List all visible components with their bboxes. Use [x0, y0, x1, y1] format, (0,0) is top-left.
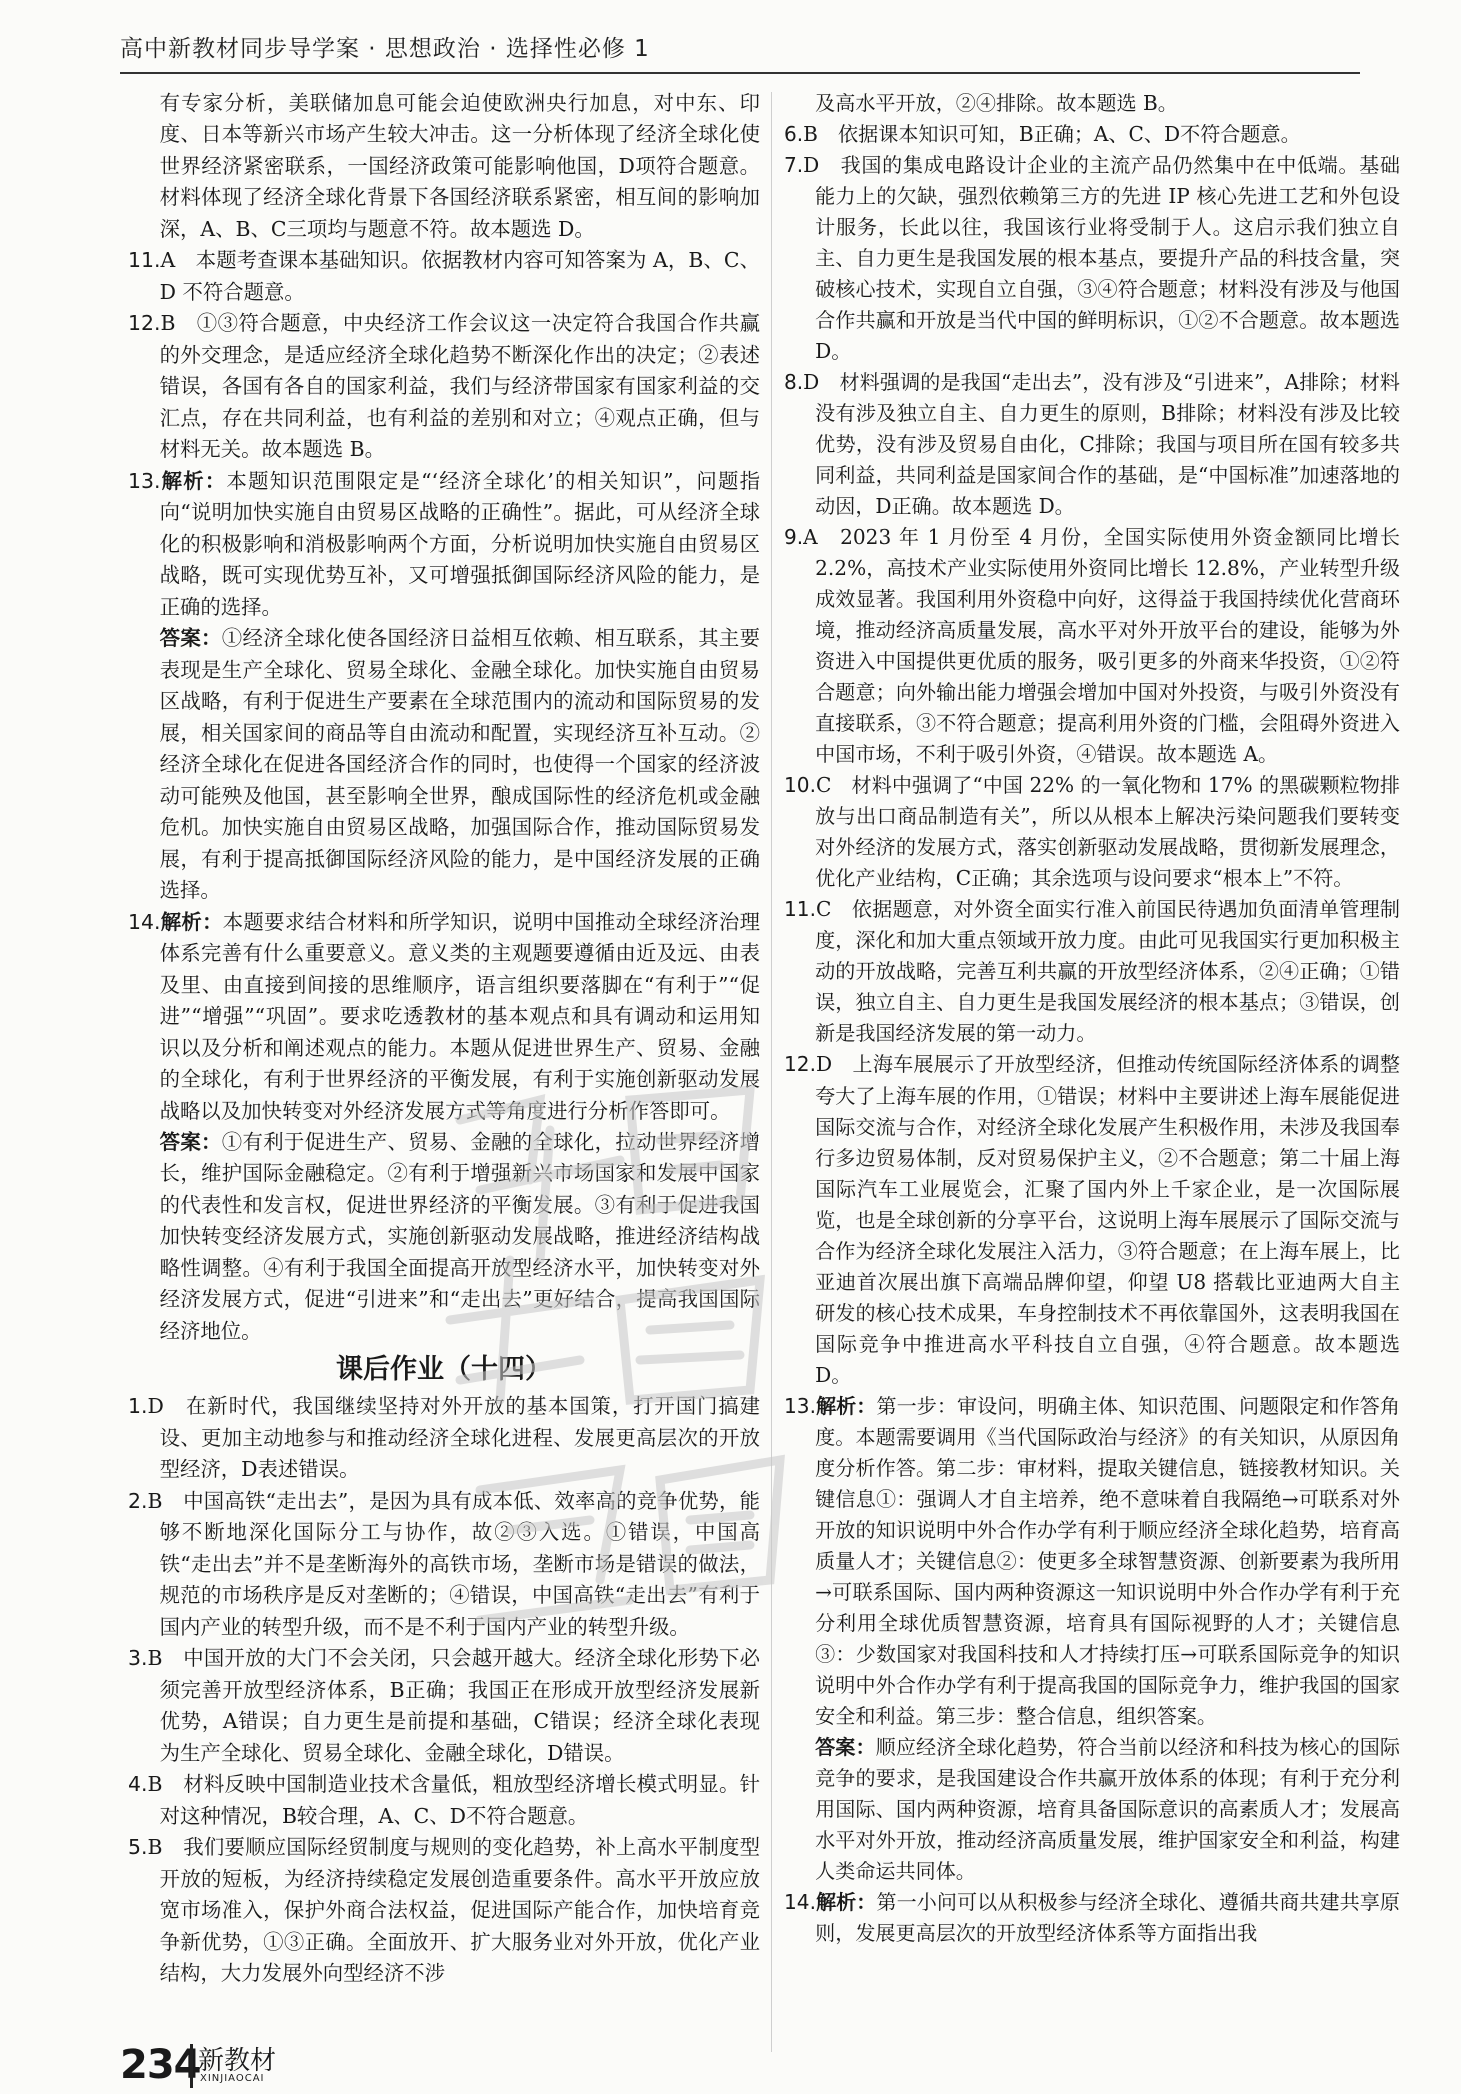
item-number: 13.	[128, 468, 161, 493]
item-number: 14.	[128, 909, 161, 934]
brand-pinyin: XINJIAOCAI	[200, 2073, 265, 2084]
section-title: 课后作业（十四）	[336, 1354, 552, 1386]
item-label: 解析：	[160, 909, 223, 934]
item-text: 本题要求结合材料和所学知识，说明中国推动全球经济治理体系完善有什么重要意义。意义类的主观题要遵循由近及远、由表及里、由直接到间接的思维顺序，语言组织要落脚在“有利于”“促进”“增强”“巩固”。要求吃透教材的基本观点和具有调动和运用知识以及分析和阐述观点的能力。本题从促进世界生产、贸易、金融的全球化，有利于世界经济的平衡发展，有利于实施创新驱动发展战略以及加快转变对外经济发展方式等角度进行分析作答即可。	[159, 909, 761, 1123]
column-divider	[771, 92, 772, 2052]
item-text: 及高水平开放，②④排除。故本题选 B。	[815, 91, 1178, 115]
answer-item	[784, 1391, 1400, 1732]
item-number: 6.	[784, 122, 804, 147]
answer-item	[784, 894, 1400, 1049]
item-text: D 我国的集成电路设计企业的主流产品仍然集中在中低端。基础能力上的欠缺，强烈依赖第三方的先进 IP 核心先进工艺和外包设计服务，长此以往，我国该行业将受制于人。这启示我们独立自主、自力更生是我国发展的根本基点，要提升产品的科技含量，突破核心技术，实现自立自强，③④符合题意；材料没有涉及与他国合作共赢和开放是当代中国的鲜明标识，①②不合题意。故本题选 D。	[803, 153, 1400, 364]
answer-paragraph	[784, 88, 1400, 119]
answer-item	[784, 1887, 1400, 1949]
answer-item	[784, 119, 1400, 150]
answer-item	[128, 1832, 760, 1989]
answer-item	[128, 466, 760, 623]
brand-name: 新教材	[198, 2046, 277, 2076]
footer-separator	[190, 2044, 193, 2088]
item-number: 10.	[784, 773, 816, 798]
item-text: C 材料中强调了“中国 22% 的一氧化物和 17% 的黑碳颗粒物排放与出口商品制造有关”，所以从根本上解决污染问题我们要转变对外经济的发展方式，落实创新驱动发展战略，贯彻新发展理念，优化产业结构，C正确；其余选项与设问要求“根本上”不符。	[815, 773, 1400, 891]
right-column	[784, 88, 1400, 1949]
item-text: ①经济全球化使各国经济日益相互依赖、相互联系，其主要表现是生产全球化、贸易全球化、金融全球化。加快实施自由贸易区战略，有利于促进生产要素在全球范围内的流动和国际贸易的发展，相关国家间的商品等自由流动和配置，实现经济互补互动。②经济全球化在促进各国经济合作的同时，也使得一个国家的经济波动可能殃及他国，甚至影响全世界，酿成国际性的经济危机或金融危机。加快实施自由贸易区战略，加强国际合作，推动国际贸易发展，有利于提高抵御国际经济风险的能力，是中国经济发展的正确选择。	[159, 626, 761, 903]
item-text: B 依据课本知识可知，B正确；A、C、D不符合题意。	[803, 122, 1301, 147]
answer-paragraph	[128, 623, 760, 906]
item-text: 本题知识范围限定是“‘经济全球化’的相关知识”，问题指向“说明加快实施自由贸易区战略的正确性”。据此，可从经济全球化的积极影响和消极影响两个方面，分析说明加快实施自由贸易区战略，既可实现优势互补，又可增强抵御国际经济风险的能力，是正确的选择。	[159, 468, 761, 619]
item-number: 12.	[128, 311, 161, 336]
answer-item	[784, 367, 1400, 522]
item-number: 14.	[784, 1889, 816, 1914]
item-text: B ①③符合题意，中央经济工作会议这一决定符合我国合作共赢的外交理念，是适应经济全球化趋势不断深化作出的决定；②表述错误，各国有各自的国家利益，我们与经济带国家有国家利益的交汇点，存在共同利益，也有利益的差别和对立；④观点正确，但与材料无关。故本题选 B。	[159, 311, 760, 462]
answer-item	[784, 1049, 1400, 1390]
item-text: C 依据题意，对外资全面实行准入前国民待遇加负面清单管理制度，深化和加大重点领域开放力度。由此可见我国实行更加积极主动的开放战略，完善互利共赢的开放型经济体系，②④正确；①错误，独立自主、自力更生是我国发展经济的根本基点；③错误，创新是我国经济发展的第一动力。	[815, 897, 1400, 1046]
answer-item	[128, 308, 760, 465]
item-label: 解析：	[815, 1889, 877, 1914]
item-number: 12.	[784, 1052, 816, 1077]
item-number: 2.	[128, 1488, 148, 1513]
item-label: 答案：	[159, 626, 222, 651]
answer-item	[784, 150, 1400, 367]
item-text: B 中国高铁“走出去”，是因为具有成本低、效率高的竞争优势，能够不断地深化国际分工与协作，故②③入选。①错误，中国高铁“走出去”并不是垄断海外的高铁市场，垄断市场是错误的做法，规范的市场秩序是反对垄断的；④错误，中国高铁“走出去”有利于国内产业的转型升级，而不是不利于国内产业的转型升级。	[147, 1488, 760, 1639]
left-column	[128, 88, 760, 1990]
answer-item	[784, 770, 1400, 894]
item-number: 4.	[128, 1772, 148, 1797]
item-number: 11.	[784, 897, 816, 922]
answer-item	[784, 522, 1400, 770]
item-text: ①有利于促进生产、贸易、金融的全球化，拉动世界经济增长，维护国际金融稳定。②有利于增强新兴市场国家和发展中国家的代表性和发言权，促进世界经济的平衡发展。③有利于促进我国加快转变经济发展方式，实施创新驱动发展战略，推进经济结构战略性调整。④有利于我国全面提高开放型经济水平，加快转变对外经济发展方式，促进“引进来”和“走出去”更好结合，提高我国国际经济地位。	[159, 1129, 761, 1343]
item-text: D 在新时代，我国继续坚持对外开放的基本国策，打开国门搞建设、更加主动地参与和推动经济全球化进程、发展更高层次的开放型经济，D表述错误。	[147, 1394, 760, 1482]
answer-paragraph	[128, 1127, 760, 1347]
item-number: 5.	[128, 1835, 148, 1860]
item-number: 1.	[128, 1394, 148, 1419]
item-number: 11.	[128, 248, 161, 273]
answer-item	[128, 1391, 760, 1485]
item-text: A 2023 年 1 月份至 4 月份，全国实际使用外资金额同比增长 2.2%，高技术产业实际使用外资同比增长 12.8%，产业转型升级成效显著。我国利用外资稳中向好，这得益于我国持续优化营商环境，推动经济高质量发展，高水平对外开放平台的建设，能够为外资进入中国提供更优质的服务，吸引更多的外商来华投资，①②符合题意；向外输出能力增强会增加中国对外投资，与吸引外资没有直接联系，③不符合题意；提高利用外资的门槛，会阻碍外资进入中国市场，不利于吸引外资，④错误。故本题选 A。	[803, 525, 1400, 767]
item-label: 解析：	[160, 468, 227, 493]
page-number: 234	[120, 2042, 201, 2088]
item-number: 9.	[784, 525, 804, 550]
item-label: 解析：	[815, 1393, 877, 1418]
item-text: A 本题考查课本基础知识。依据教材内容可知答案为 A，B、C、D 不符合题意。	[159, 248, 760, 304]
item-text: D 材料强调的是我国“走出去”，没有涉及“引进来”，A排除；材料没有涉及独立自主、自力更生的原则，B排除；材料没有涉及比较优势，没有涉及贸易自由化，C排除；我国与项目所在国有较多共同利益，共同利益是国家间合作的基础，是“中国标准”加速落地的动因，D正确。故本题选 D。	[803, 370, 1400, 519]
answer-paragraph	[784, 1732, 1400, 1887]
item-text: 有专家分析，美联储加息可能会迫使欧洲央行加息，对中东、印度、日本等新兴市场产生较大冲击。这一分析体现了经济全球化使世界经济紧密联系，一国经济政策可能影响他国，D项符合题意。材料体现了经济全球化背景下各国经济联系紧密，相互间的影响加深，A、B、C三项均与题意不符。故本题选 D。	[159, 91, 760, 241]
item-label: 答案：	[159, 1129, 222, 1154]
item-text: B 中国开放的大门不会关闭，只会越开越大。经济全球化形势下必须完善开放型经济体系，B正确；我国正在形成开放型经济发展新优势，A错误；自力更生是前提和基础，C错误；经济全球化表现为生产全球化、贸易全球化、金融全球化，D错误。	[147, 1646, 760, 1765]
answer-item	[128, 907, 760, 1127]
item-label: 答案：	[815, 1734, 876, 1759]
answer-item	[128, 1769, 760, 1832]
item-number: 7.	[784, 153, 804, 178]
answer-item	[128, 1486, 760, 1643]
item-number: 8.	[784, 370, 804, 395]
item-text: 第一步：审设问，明确主体、知识范围、问题限定和作答角度。本题需要调用《当代国际政治与经济》的有关知识，从原因角度分析作答。第二步：审材料，提取关键信息，链接教材知识。关键信息①：强调人才自主培养，绝不意味着自我隔绝→可联系对外开放的知识说明中外合作办学有利于顺应经济全球化趋势，培育高质量人才；关键信息②：使更多全球智慧资源、创新要素为我所用→可联系国际、国内两种资源这一知识说明中外合作办学有利于充分利用全球优质智慧资源，培育具有国际视野的人才；关键信息③：少数国家对我国科技和人才持续打压→可联系国际竞争的知识说明中外合作办学有利于提高我国的国际竞争力，维护我国的国家安全和利益。第三步：整合信息，组织答案。	[815, 1393, 1401, 1728]
item-text: B 我们要顺应国际经贸制度与规则的变化趋势，补上高水平制度型开放的短板，为经济持续稳定发展创造重要条件。高水平开放应放宽市场准入，保护外商合法权益，促进国际产能合作，加快培育竞争新优势，①③正确。全面放开、扩大服务业对外开放，优化产业结构，大力发展外向型经济不涉	[147, 1835, 760, 1986]
item-text: 顺应经济全球化趋势，符合当前以经济和科技为核心的国际竞争的要求，是我国建设合作共赢开放体系的体现；有利于充分利用国际、国内两种资源，培育具备国际意识的高素质人才；发展高水平对外开放，推动经济高质量发展，维护国家安全和利益，构建人类命运共同体。	[815, 1734, 1401, 1883]
item-number: 13.	[784, 1393, 816, 1418]
header-rule	[120, 72, 1360, 74]
item-text: B 材料反映中国制造业技术含量低，粗放型经济增长模式明显。针对这种情况，B较合理，A、C、D不符合题意。	[147, 1772, 760, 1828]
item-text: D 上海车展展示了开放型经济，但推动传统国际经济体系的调整夸大了上海车展的作用，①错误；材料中主要讲述上海车展能促进国际交流与合作，对经济全球化发展产生积极作用，未涉及我国奉行多边贸易体制，反对贸易保护主义，②不合题意；第二十届上海国际汽车工业展览会，汇聚了国内外上千家企业，是一次国际展览，也是全球创新的分享平台，这说明上海车展展示了国际交流与合作为经济全球化发展注入活力，③符合题意；在上海车展上，比亚迪首次展出旗下高端品牌仰望，仰望 U8 搭载比亚迪两大自主研发的核心技术成果，车身控制技术不再依靠国外，这表明我国在国际竞争中推进高水平科技自立自强，④符合题意。故本题选 D。	[815, 1052, 1400, 1387]
item-number: 3.	[128, 1646, 148, 1671]
answer-item	[128, 1643, 760, 1769]
item-text: 第一小问可以从积极参与经济全球化、遵循共商共建共享原则，发展更高层次的开放型经济体系等方面指出我	[815, 1889, 1401, 1945]
answer-paragraph	[128, 88, 760, 245]
answer-item	[128, 245, 760, 308]
running-header: 高中新教材同步导学案 · 思想政治 · 选择性必修 1	[120, 36, 650, 62]
